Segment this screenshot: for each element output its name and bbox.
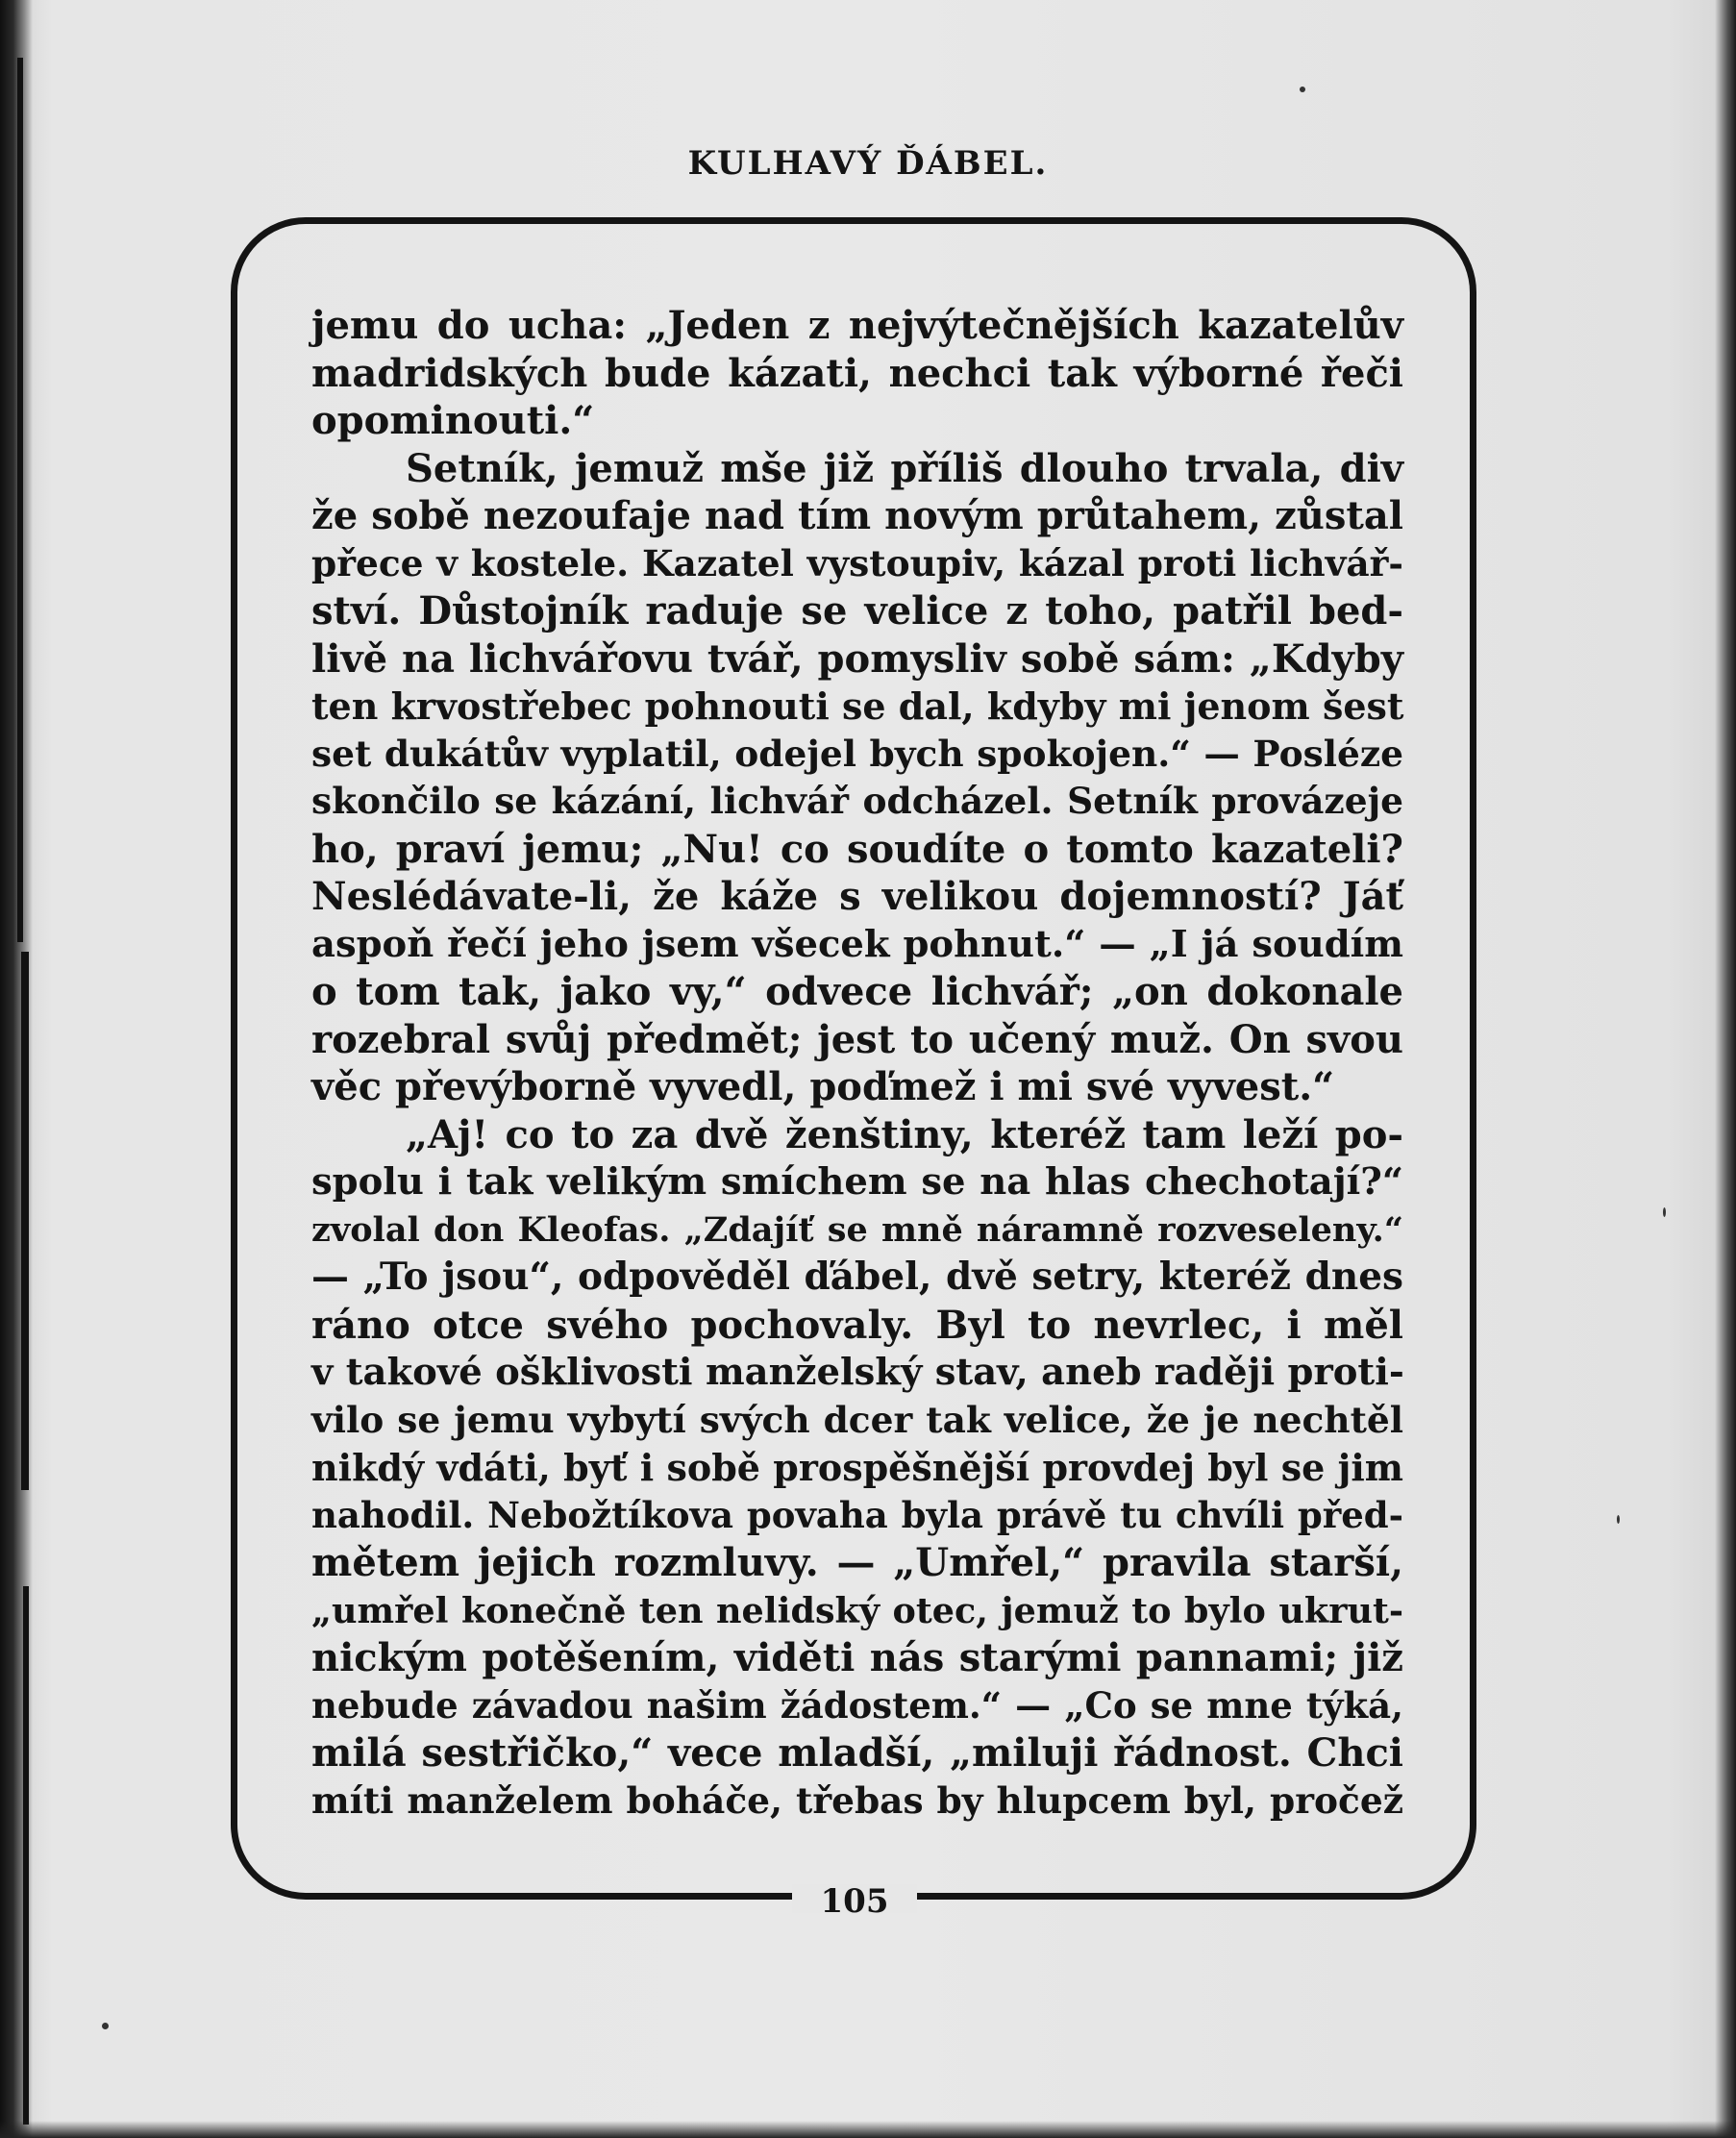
text-line: „umřel konečně ten nelidský otec, jemuž to bylo ukrut- <box>311 1589 1403 1631</box>
text-line: „Aj! co to za dvě ženštiny, kteréž tam leží po- <box>406 1111 1403 1157</box>
text-line: nikdý vdáti, byť i sobě prospěšnější provdej byl se jim <box>311 1446 1403 1489</box>
text-line: milá sestřičko,“ vece mladší, „miluji řádnost. Chci <box>311 1730 1403 1776</box>
text-line: ráno otce svého pochovaly. Byl to nevrlec, i měl <box>311 1302 1403 1348</box>
text-line: vilo se jemu vybytí svých dcer tak velice, že je nechtěl <box>311 1398 1403 1441</box>
text-line: mětem jejich rozmluvy. — „Umřel,“ pravila starší, <box>311 1540 1403 1585</box>
binding-mark <box>21 952 29 1490</box>
text-line: nahodil. Nebožtíkova povaha byla právě tu chvíli před- <box>311 1493 1403 1536</box>
page-bottom-shadow <box>0 2121 1736 2138</box>
page-number: 105 <box>820 1882 889 1921</box>
text-line: v takové ošklivosti manželský stav, aneb raději proti- <box>311 1351 1404 1394</box>
text-line: opominouti.“ <box>311 398 595 443</box>
text-line: nickým potěšením, viděti nás starými pannami; již <box>311 1635 1403 1680</box>
text-line: zvolal don Kleofas. „Zdajíť se mně náramně rozveseleny.“ <box>311 1209 1403 1250</box>
text-line: ství. Důstojník raduje se velice z toho, patřil bed- <box>311 588 1403 634</box>
text-line: že sobě nezoufaje nad tím novým průtahem, zůstal <box>311 493 1403 538</box>
text-line: ho, praví jemu; „Nu! co soudíte o tomto kazateli? <box>311 826 1403 872</box>
ink-speck <box>1663 1207 1666 1217</box>
page-edge-shadow <box>1715 0 1736 2138</box>
text-line: spolu i tak velikým smíchem se na hlas chechotají?“ <box>311 1160 1403 1204</box>
text-line: o tom tak, jako vy,“ odvece lichvář; „on dokonale <box>311 969 1403 1014</box>
text-line: nebude závadou našim žádostem.“ — „Co se mne týká, <box>311 1683 1403 1727</box>
ink-speck <box>1300 87 1305 92</box>
text-line: madridských bude kázati, nechci tak výborné řeči <box>311 350 1403 396</box>
text-line: přece v kostele. Kazatel vystoupiv, kázal proti lichvář- <box>311 541 1403 584</box>
binding-mark <box>17 58 23 942</box>
text-line: — „To jsou“, odpověděl ďábel, dvě setry, kteréž dnes <box>311 1255 1403 1299</box>
text-line: Neslédávate-li, že káže s velikou dojemností? Jáť <box>311 874 1403 919</box>
running-head: KULHAVÝ ĎÁBEL. <box>687 144 1049 183</box>
text-line: livě na lichvářovu tvář, pomysliv sobě sám: „Kdyby <box>311 635 1403 682</box>
text-line: rozebral svůj předmět; jest to učený muž. On svou <box>311 1016 1403 1062</box>
text-line: věc převýborně vyvedl, poďmež i mi své vyvest.“ <box>311 1064 1335 1109</box>
text-line: míti manželem boháče, třebas by hlupcem byl, pročež <box>311 1778 1403 1822</box>
body-text <box>311 302 1403 1825</box>
text-line: skončilo se kázání, lichvář odcházel. Setník provázeje <box>311 780 1403 822</box>
ink-speck <box>102 2023 109 2029</box>
binding-mark <box>23 1586 29 2125</box>
text-line: Setník, jemuž mše již příliš dlouho trvala, div <box>406 445 1403 491</box>
ink-speck <box>1617 1515 1620 1524</box>
text-line: aspoň řečí jeho jsem všecek pohnut.“ — „I já soudím <box>311 922 1403 966</box>
text-line: jemu do ucha: „Jeden z nejvýtečnějších kazatelův <box>311 303 1403 348</box>
text-line: set dukátův vyplatil, odejel bych spokojen.“ — Posléze <box>311 732 1403 775</box>
text-line: ten krvostřebec pohnouti se dal, kdyby mi jenom šest <box>311 684 1404 728</box>
